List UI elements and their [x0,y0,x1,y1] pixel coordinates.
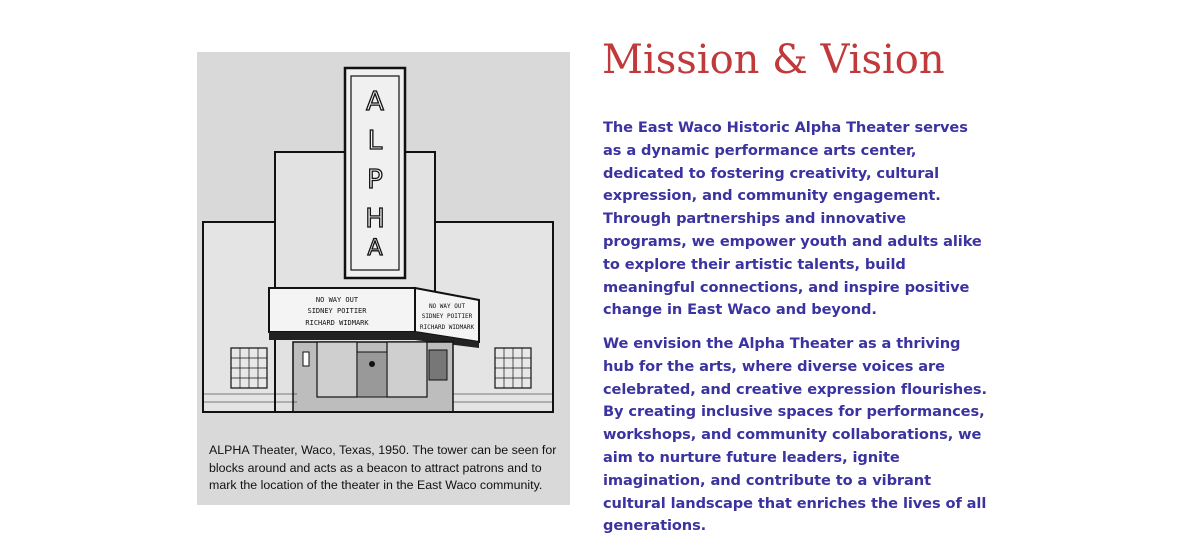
marquee-line: RICHARD WIDMARK [305,319,369,327]
theater-sketch-figure [197,52,570,505]
tower-letter: L [367,126,383,156]
mission-paragraph: The East Waco Historic Alpha Theater serves as a dynamic performance arts center, dedicated to fostering creativity, cultural expression, and community engagement. Through partnerships and innovative programs, we empower youth and adults alike to explore their artistic talents, build meaningful connections, and inspire positive change in East Waco and beyond. [603,119,982,319]
marquee-line: SIDNEY POITIER [307,307,367,315]
alpha-theater-drawing [197,52,570,505]
vision-paragraph: We envision the Alpha Theater as a thriving hub for the arts, where diverse voices are celebrated, and creative expression flourishes. By creating inclusive spaces for performances, workshops, and community collaborations, we aim to nurture future leaders, ignite imagination, and contribute to a vibrant cultural landscape that enriches the lives of all generations. [603,335,987,535]
marquee-line: SIDNEY POITIER [421,313,473,320]
tower-letter: A [366,87,384,117]
tower-letter: P [367,165,383,195]
tower-letter: H [365,204,385,234]
marquee-line: NO WAY OUT [315,296,359,304]
figure-caption: ALPHA Theater, Waco, Texas, 1950. The tower can be seen for blocks around and acts as a beacon to attract patrons and to mark the location of the theater in the East Waco community. [209,443,557,493]
marquee-line: RICHARD WIDMARK [419,324,475,331]
marquee-line: NO WAY OUT [428,303,466,310]
page-title: Mission & Vision [602,37,945,83]
tower-letter: A [367,236,383,261]
